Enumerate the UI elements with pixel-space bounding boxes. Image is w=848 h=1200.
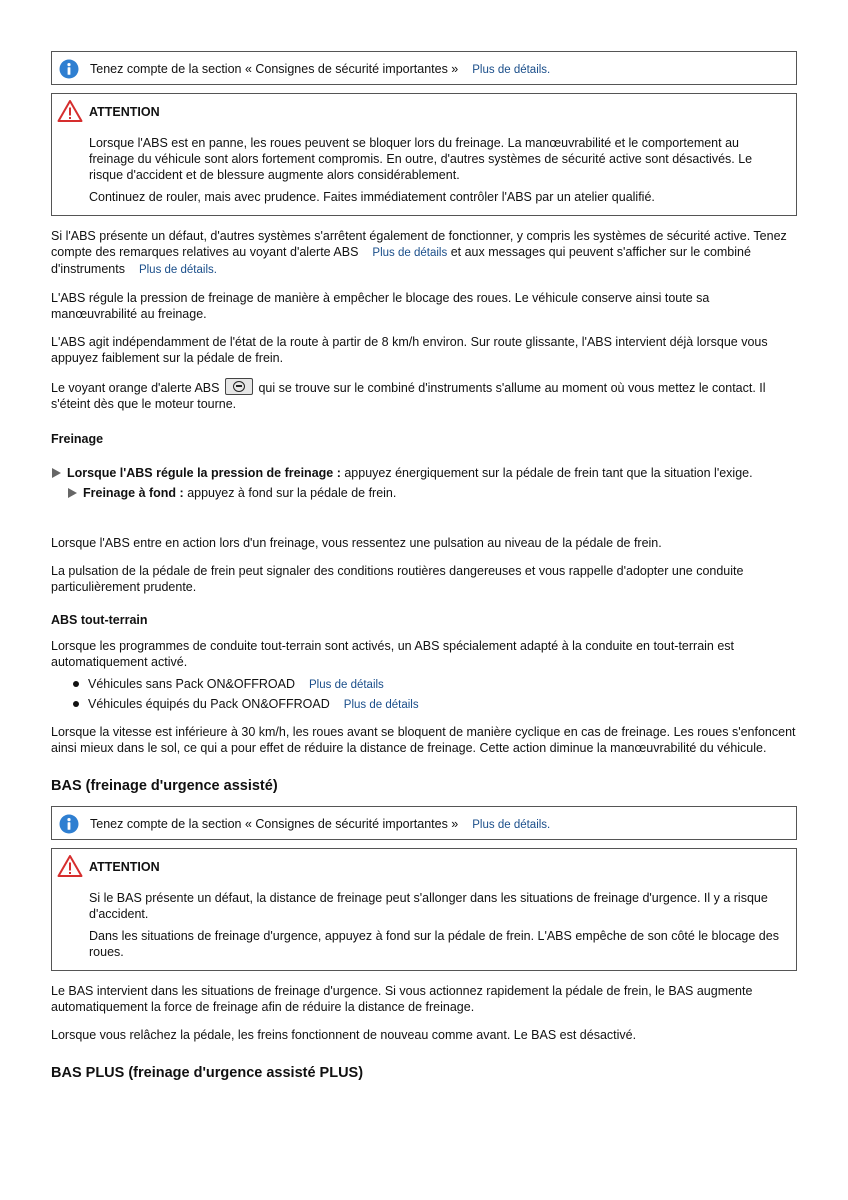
instruction-step bbox=[67, 485, 797, 501]
abs-warning-lamp-icon bbox=[225, 378, 253, 395]
step-arrow-icon bbox=[52, 468, 61, 478]
paragraph: Lorsque la vitesse est inférieure à 30 km/h, les roues avant se bloquent de manière cyclique en cas de freinage. Les roues s'enfoncent ainsi mieux dans le sol, ce qui a pour effet de réduire la distance de freinage. Cette action diminue la manœuvrabilité du véhicule. bbox=[51, 725, 796, 755]
section-heading: ABS tout-terrain bbox=[51, 613, 148, 627]
paragraph: La pulsation de la pédale de frein peut signaler des conditions routières dangereuses et vous rappelle d'adopter une conduite particulièrement prudente. bbox=[51, 564, 744, 594]
attention-text: Lorsque l'ABS est en panne, les roues peuvent se bloquer lors du freinage. La manœuvrabilité et le comportement au freinage du véhicule sont alors fortement compromis. En outre, d'autres systèmes de sécurité active sont désactivés. Le risque d'accident et de blessure augmente alors considérablement. bbox=[89, 136, 753, 182]
details-link[interactable]: Plus de détails bbox=[372, 247, 448, 259]
list-item bbox=[51, 676, 797, 693]
paragraph: Lorsque les programmes de conduite tout-terrain sont activés, un ABS spécialement adapté à la conduite en tout-terrain est automatiquement activé. bbox=[51, 639, 735, 669]
safety-notice bbox=[51, 51, 797, 85]
attention-text: Si le BAS présente un défaut, la distance de freinage peut s'allonger dans les situations de freinage d'urgence. Il y a risque d'accident. bbox=[89, 891, 768, 921]
paragraph-text: Le voyant orange d'alerte ABS bbox=[51, 381, 220, 395]
warning-triangle-icon bbox=[57, 99, 83, 127]
paragraph-text: Si l'ABS présente un défaut, d'autres systèmes s'arrêtent également de fonctionner, y compris les systèmes de sécurité active. Tenez compte des remarques relatives au voyant d'alerte ABS bbox=[51, 229, 787, 259]
bullet-icon bbox=[73, 701, 79, 707]
bullet-icon bbox=[73, 681, 79, 687]
step-arrow-icon bbox=[68, 488, 77, 498]
warning-triangle-icon bbox=[57, 854, 83, 882]
info-icon bbox=[59, 59, 79, 83]
notice-text: Tenez compte de la section « Consignes de sécurité importantes » bbox=[90, 817, 459, 831]
paragraph: Lorsque l'ABS entre en action lors d'un freinage, vous ressentez une pulsation au niveau de la pédale de frein. bbox=[51, 536, 662, 550]
paragraph-text: qui se trouve sur le combiné d'instruments s'allume au moment où vous mettez le contact. Il s'éteint dès que le moteur tourne. bbox=[51, 381, 766, 411]
list-item-text: Véhicules équipés du Pack ON&OFFROAD bbox=[88, 697, 330, 711]
details-link[interactable]: Plus de détails bbox=[343, 699, 419, 711]
info-icon bbox=[59, 814, 79, 838]
details-link[interactable]: Plus de détails bbox=[309, 679, 384, 691]
section-heading: BAS PLUS (freinage d'urgence assisté PLUS) bbox=[51, 1065, 364, 1081]
details-link[interactable]: Plus de détails. bbox=[472, 819, 551, 831]
paragraph bbox=[51, 228, 797, 278]
paragraph bbox=[51, 378, 797, 412]
paragraph: Le BAS intervient dans les situations de freinage d'urgence. Si vous actionnez rapidement la pédale de frein, le BAS augmente automatiquement la force de freinage afin de réduire la distance de freinage. bbox=[51, 984, 753, 1014]
attention-text: Dans les situations de freinage d'urgence, appuyez à fond sur la pédale de frein. L'ABS empêche de son côté le blocage des roues. bbox=[89, 929, 779, 959]
step-label: Lorsque l'ABS régule la pression de freinage : bbox=[67, 466, 341, 480]
attention-title: ATTENTION bbox=[89, 105, 160, 119]
paragraph-text: et aux messages qui peuvent s'afficher sur le combiné d'instruments bbox=[51, 245, 751, 276]
list-item-text: Véhicules sans Pack ON&OFFROAD bbox=[88, 677, 296, 691]
instruction-step bbox=[51, 465, 797, 481]
safety-notice bbox=[51, 806, 797, 840]
attention-title: ATTENTION bbox=[89, 860, 160, 874]
list-item bbox=[51, 696, 797, 713]
attention-text: Continuez de rouler, mais avec prudence. Faites immédiatement contrôler l'ABS par un atelier qualifié. bbox=[89, 190, 655, 204]
paragraph: L'ABS régule la pression de freinage de manière à empêcher le blocage des roues. Le véhicule conserve ainsi toute sa manœuvrabilité au freinage. bbox=[51, 291, 710, 321]
section-heading: Freinage bbox=[51, 432, 104, 446]
attention-box bbox=[51, 93, 797, 216]
paragraph: Lorsque vous relâchez la pédale, les freins fonctionnent de nouveau comme avant. Le BAS est désactivé. bbox=[51, 1028, 637, 1042]
details-link[interactable]: Plus de détails. bbox=[472, 64, 551, 76]
paragraph: L'ABS agit indépendamment de l'état de la route à partir de 8 km/h environ. Sur route glissante, l'ABS intervient déjà lorsque vous appuyez faiblement sur la pédale de frein. bbox=[51, 335, 768, 365]
step-label: Freinage à fond : bbox=[83, 486, 184, 500]
step-text: appuyez énergiquement sur la pédale de frein tant que la situation l'exige. bbox=[344, 466, 753, 480]
attention-box bbox=[51, 848, 797, 971]
details-link[interactable]: Plus de détails. bbox=[138, 264, 217, 276]
section-heading: BAS (freinage d'urgence assisté) bbox=[51, 778, 278, 794]
page-content bbox=[51, 51, 797, 1093]
step-text: appuyez à fond sur la pédale de frein. bbox=[187, 486, 397, 500]
notice-text: Tenez compte de la section « Consignes de sécurité importantes » bbox=[90, 62, 459, 76]
